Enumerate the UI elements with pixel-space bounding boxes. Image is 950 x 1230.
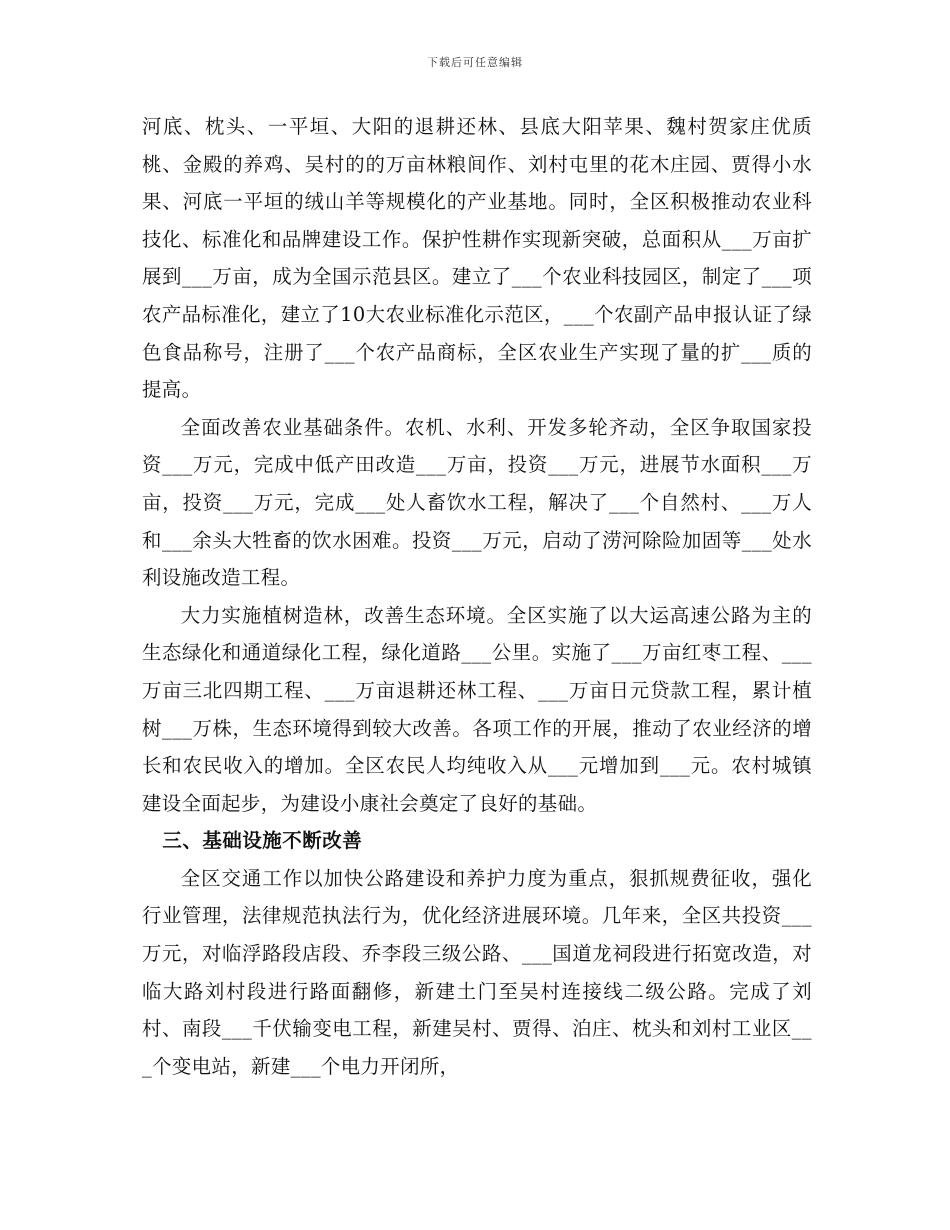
page-header: 下载后可任意编辑 bbox=[427, 56, 523, 69]
paragraph-transport-power: 全区交通工作以加快公路建设和养护力度为重点，狠抓规费征收，强化行业管理，法律规范执法行为，优化经济进展环境。几年来，全区共投资___万元，对临浮路段店段、乔李段三级公路、___国道龙祠段进行拓宽改造，对临大路刘村段进行路面翻修，新建土门至吴村连接线二级公路。完成了刘村、南段___千伏输变电工程，新建吴村、贾得、泊庄、枕头和刘村工业区___个变电站，新建___个电力开闭所， bbox=[142, 866, 812, 1078]
document-body bbox=[142, 108, 812, 1085]
paragraph-afforestation: 大力实施植树造林，改善生态环境。全区实施了以大运高速公路为主的生态绿化和通道绿化工程，绿化道路___公里。实施了___万亩红枣工程、___万亩三北四期工程、___万亩退耕还林工程、___万亩日元贷款工程，累计植树___万株，生态环境得到较大改善。各项工作的开展，推动了农业经济的增长和农民收入的增加。全区农民人均纯收入从___元增加到___元。农村城镇建设全面起步，为建设小康社会奠定了良好的基础。 bbox=[142, 603, 812, 815]
paragraph-agriculture-infrastructure: 全面改善农业基础条件。农机、水利、开发多轮齐动，全区争取国家投资___万元，完成中低产田改造___万亩，投资___万元，进展节水面积___万亩，投资___万元，完成___处人畜饮水工程，解决了___个自然村、___万人和___余头大牲畜的饮水困难。投资___万元，启动了涝河除险加固等___处水利设施改造工程。 bbox=[142, 415, 812, 590]
paragraph-industry-bases: 河底、枕头、一平垣、大阳的退耕还林、县底大阳苹果、魏村贺家庄优质桃、金殿的养鸡、吴村的的万亩林粮间作、刘村屯里的花木庄园、贾得小水果、河底一平垣的绒山羊等规模化的产业基地。同时，全区积极推动农业科技化、标准化和品牌建设工作。保护性耕作实现新突破，总面积从___万亩扩展到___万亩，成为全国示范县区。建立了___个农业科技园区，制定了___项农产品标准化，建立了10大农业标准化示范区，___个农副产品申报认证了绿色食品称号，注册了___个农产品商标，全区农业生产实现了量的扩___质的提高。 bbox=[142, 115, 812, 402]
section-heading: 三、基础设施不断改善 bbox=[162, 829, 363, 853]
